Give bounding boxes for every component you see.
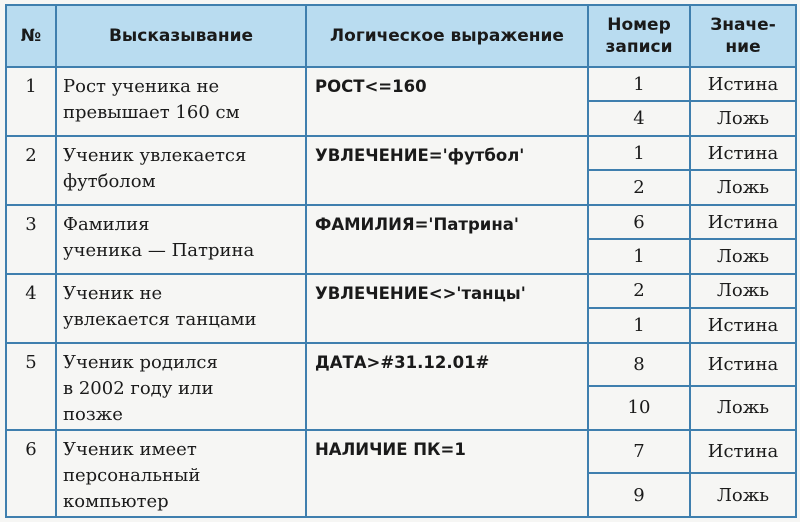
header-record-line1: Номер — [607, 15, 671, 35]
expression-cell: ФАМИЛИЯ='Патрина' — [306, 205, 588, 274]
truth-value: Ложь — [690, 170, 796, 204]
header-statement: Высказывание — [56, 5, 306, 67]
truth-value: Ложь — [690, 274, 796, 308]
row-number: 2 — [6, 136, 56, 205]
statement-cell — [56, 274, 306, 343]
record-number: 6 — [588, 205, 690, 239]
statement-line: превышает 160 см — [63, 102, 240, 123]
statement-line: Ученик родился — [63, 351, 218, 373]
record-number: 1 — [588, 308, 690, 342]
expression-cell: ДАТА>#31.12.01# — [306, 343, 588, 430]
statement-line: ученика — Патрина — [63, 239, 255, 261]
header-row — [6, 5, 796, 67]
record-number: 1 — [588, 239, 690, 273]
table-row — [6, 67, 796, 101]
table-row — [6, 274, 796, 308]
statement-line: Фамилия — [63, 213, 150, 235]
row-number: 4 — [6, 274, 56, 343]
truth-value: Истина — [690, 343, 796, 387]
header-record-line2: записи — [605, 37, 673, 57]
statement-line: Ученик имеет — [63, 438, 197, 460]
table-row — [6, 136, 796, 170]
statement-line: персональный — [63, 464, 201, 486]
row-number: 1 — [6, 67, 56, 136]
record-number: 2 — [588, 274, 690, 308]
statement-line: в 2002 году или — [63, 377, 214, 399]
truth-value: Истина — [690, 205, 796, 239]
record-number: 1 — [588, 67, 690, 101]
table-row — [6, 343, 796, 387]
truth-value: Ложь — [690, 239, 796, 273]
statement-line: позже — [63, 403, 123, 425]
statement-line: увлекается танцами — [63, 308, 257, 330]
expression-cell: РОСТ<=160 — [306, 67, 588, 136]
record-number: 10 — [588, 386, 690, 430]
truth-value: Ложь — [690, 101, 796, 135]
statement-line: компьютер — [63, 490, 169, 512]
row-number: 3 — [6, 205, 56, 274]
record-number: 8 — [588, 343, 690, 387]
statement-cell — [56, 205, 306, 274]
statement-line: Рост ученика не — [63, 76, 220, 97]
truth-value: Истина — [690, 136, 796, 170]
truth-value: Истина — [690, 430, 796, 474]
record-number: 7 — [588, 430, 690, 474]
truth-value: Истина — [690, 308, 796, 342]
row-number: 5 — [6, 343, 56, 430]
truth-value: Ложь — [690, 473, 796, 517]
logic-table — [5, 4, 797, 518]
expression-cell: УВЛЕЧЕНИЕ='футбол' — [306, 136, 588, 205]
statement-cell — [56, 343, 306, 430]
expression-cell: НАЛИЧИЕ ПК=1 — [306, 430, 588, 517]
record-number: 9 — [588, 473, 690, 517]
header-value-line1: Значе- — [710, 15, 776, 35]
statement-cell — [56, 430, 306, 517]
statement-line: футболом — [63, 170, 156, 192]
expression-cell: УВЛЕЧЕНИЕ<>'танцы' — [306, 274, 588, 343]
header-num: № — [6, 5, 56, 67]
header-record — [588, 5, 690, 67]
record-number: 2 — [588, 170, 690, 204]
truth-value: Ложь — [690, 386, 796, 430]
table-row — [6, 205, 796, 239]
header-value — [690, 5, 796, 67]
statement-cell — [56, 67, 306, 136]
truth-value: Истина — [690, 67, 796, 101]
table-row — [6, 430, 796, 474]
header-expression: Логическое выражение — [306, 5, 588, 67]
statement-line: Ученик увлекается — [63, 144, 247, 166]
row-number: 6 — [6, 430, 56, 517]
header-value-line2: ние — [725, 37, 761, 57]
statement-cell — [56, 136, 306, 205]
record-number: 1 — [588, 136, 690, 170]
statement-line: Ученик не — [63, 282, 163, 304]
record-number: 4 — [588, 101, 690, 135]
